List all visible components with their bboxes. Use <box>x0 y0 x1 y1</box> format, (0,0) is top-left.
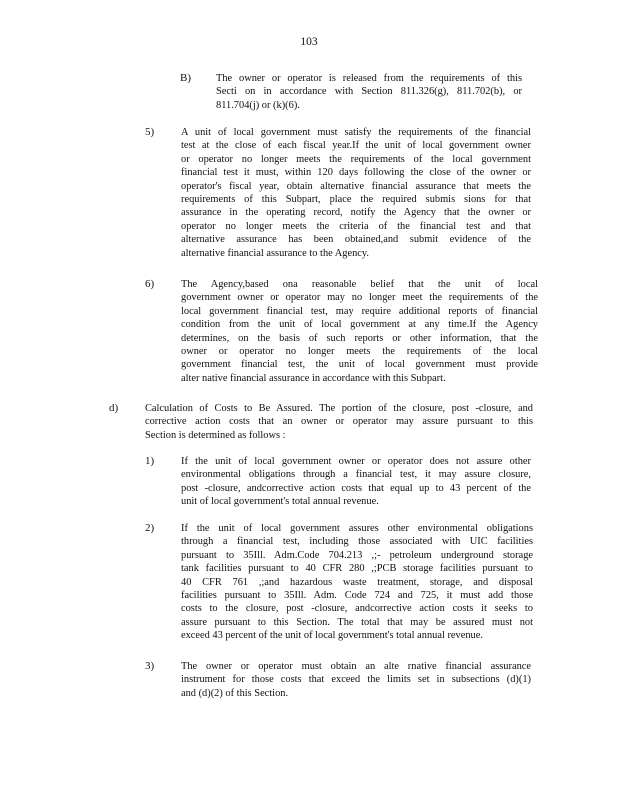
text-line: owner or operator no longer meets the requirements of the local <box>181 346 538 358</box>
text-line: tank facilities pursuant to 40 CFR 280 ,;PCB storage facilities pursuant to <box>181 563 533 575</box>
text-line: determines, on the basis of such reports or other information, that the <box>181 332 538 344</box>
text-line: financial test it must, within 120 days following the close of the owner or <box>181 167 531 179</box>
paragraph-d2-label: 2) <box>145 522 155 534</box>
paragraph-d3-text <box>181 660 531 700</box>
text-line: government owner or operator may no longer meet the requirements of the <box>181 292 538 304</box>
text-line: environmental obligations through a financial test, it may assure closure, <box>181 469 531 481</box>
subsection-b-text <box>216 72 522 112</box>
subsection-b-label: B) <box>180 72 191 84</box>
text-line: The Agency,based ona reasonable belief that the unit of local <box>181 279 538 290</box>
text-line: pursuant to 35Ill. Adm.Code 704.213 ,;- petroleum underground storage <box>181 549 533 561</box>
text-line: unit of local government's total annual revenue. <box>181 496 379 508</box>
paragraph-6-text <box>181 278 538 385</box>
text-line: test at the close of each fiscal year.If the unit of local government owner <box>181 140 531 152</box>
text-line: assure pursuant to this Section. The total that may be assured must not <box>181 616 533 628</box>
text-line: If the unit of local government assures other environmental obligations <box>181 523 533 534</box>
text-line: 811.704(j) or (k)(6). <box>216 99 300 111</box>
text-line: alter native financial assurance in accordance with this Subpart. <box>181 372 446 384</box>
text-line: alternative financial assurance to the Agency. <box>181 247 370 259</box>
page-number: 103 <box>300 36 318 48</box>
text-line: The owner or operator is released from the requirements of this <box>216 73 522 84</box>
text-line: exceed 43 percent of the unit of local government's total annual revenue. <box>181 630 483 642</box>
text-line: 40 CFR 761 ,;and hazardous waste treatment, storage, and disposal <box>181 576 533 588</box>
paragraph-d1-text <box>181 455 531 509</box>
paragraph-d3-label: 3) <box>145 660 155 672</box>
text-line: operator's fiscal year, obtain alternative financial assurance that meets the <box>181 180 531 192</box>
paragraph-5-label: 5) <box>145 126 155 138</box>
text-line: A unit of local government must satisfy the requirements of the financial <box>181 127 531 138</box>
text-line: alternative assurance has been obtained,and submit evidence of the <box>181 234 531 246</box>
text-line: Calculation of Costs to Be Assured. The portion of the closure, post -closure, and <box>145 403 533 414</box>
text-line: The owner or operator must obtain an alte rnative financial assurance <box>181 661 531 672</box>
text-line: assurance in the operating record, notify the Agency that the owner or <box>181 207 531 219</box>
text-line: requirements of this Subpart, place the required submis sions for that <box>181 194 531 206</box>
text-line: through a financial test, including those associated with UIC facilities <box>181 536 533 548</box>
paragraph-5-text <box>181 126 531 260</box>
text-line: or operator no longer meets the requirements of the local government <box>181 153 531 165</box>
text-line: operator no longer meets the criteria of the financial test and that <box>181 220 531 232</box>
paragraph-d1-label: 1) <box>145 455 155 467</box>
text-line: condition from the unit of local government at any time.If the Agency <box>181 319 538 331</box>
subsection-d-label: d) <box>109 402 119 414</box>
text-line: corrective action costs that an owner or operator may assure pursuant to this <box>145 416 533 428</box>
text-line: costs to the closure, post -closure, andcorrective action costs it seeks to <box>181 603 533 615</box>
subsection-d-text <box>145 402 533 442</box>
text-line: and (d)(2) of this Section. <box>181 687 289 699</box>
paragraph-6-label: 6) <box>145 278 155 290</box>
text-line: Secti on in accordance with Section 811.326(g), 811.702(b), or <box>216 86 522 98</box>
text-line: government financial test, the unit of local government must provide <box>181 359 538 371</box>
text-line: Section is determined as follows : <box>145 429 286 441</box>
text-line: facilities pursuant to 35Ill. Adm. Code 724 and 725, it must add those <box>181 590 533 602</box>
text-line: post -closure, andcorrective action costs that equal up to 43 percent of the <box>181 482 531 494</box>
paragraph-d2-text <box>181 522 533 643</box>
text-line: instrument for those costs that exceed the limits set in subsections (d)(1) <box>181 674 531 686</box>
text-line: local government financial test, may require additional reports of financial <box>181 305 538 317</box>
text-line: If the unit of local government owner or operator does not assure other <box>181 456 531 467</box>
